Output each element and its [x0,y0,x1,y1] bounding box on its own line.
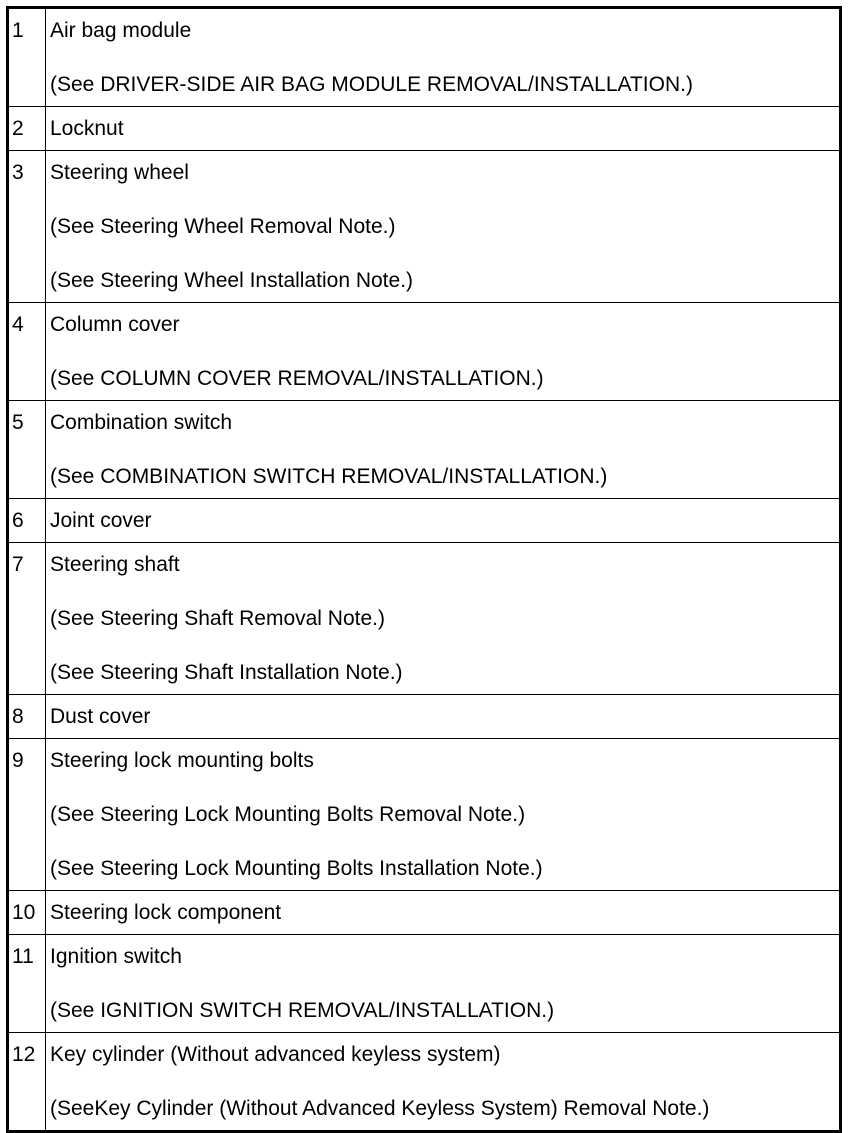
table-row [8,401,841,499]
item-description-cell [46,1033,841,1132]
item-number: 5 [12,411,24,434]
item-number-cell [8,401,46,499]
item-description-cell [46,151,841,303]
item-title: Combination switch [50,411,233,434]
item-description-cell [46,401,841,499]
table-row [8,739,841,891]
item-number: 9 [12,749,24,772]
item-description-cell [46,499,841,543]
item-number-cell [8,151,46,303]
table-row [8,8,841,107]
item-number: 7 [12,553,24,576]
item-number-cell [8,1033,46,1132]
item-title: Column cover [50,313,180,336]
item-description-cell [46,107,841,151]
item-number: 4 [12,313,24,336]
item-title: Dust cover [50,705,151,728]
item-reference: (See Steering Lock Mounting Bolts Removal Note.) [50,803,526,826]
item-reference: (See Steering Shaft Removal Note.) [50,607,385,630]
item-number: 11 [12,945,34,968]
item-number: 10 [12,901,36,924]
table-row [8,891,841,935]
components-table [6,6,842,1133]
item-title: Steering shaft [50,553,180,576]
item-number: 12 [12,1043,36,1066]
item-number-cell [8,695,46,739]
table-row [8,935,841,1033]
table-row [8,695,841,739]
table-row [8,107,841,151]
item-title: Ignition switch [50,945,182,968]
table-row [8,1033,841,1132]
item-title: Locknut [50,117,124,140]
item-number-cell [8,8,46,107]
item-number-cell [8,739,46,891]
item-number: 1 [12,19,24,42]
item-reference: (SeeKey Cylinder (Without Advanced Keyless System) Removal Note.) [50,1097,710,1120]
item-number: 6 [12,509,24,532]
item-reference: (See Steering Wheel Installation Note.) [50,269,414,292]
item-reference: (See DRIVER-SIDE AIR BAG MODULE REMOVAL/INSTALLATION.) [50,73,693,96]
item-title: Joint cover [50,509,152,532]
item-number-cell [8,543,46,695]
item-description-cell [46,739,841,891]
item-reference: (See Steering Lock Mounting Bolts Installation Note.) [50,857,543,880]
item-reference: (See COMBINATION SWITCH REMOVAL/INSTALLATION.) [50,465,608,488]
item-number-cell [8,891,46,935]
item-reference: (See Steering Wheel Removal Note.) [50,215,396,238]
item-number-cell [8,935,46,1033]
table-row [8,151,841,303]
item-number: 8 [12,705,24,728]
item-reference: (See COLUMN COVER REMOVAL/INSTALLATION.) [50,367,544,390]
item-reference: (See Steering Shaft Installation Note.) [50,661,403,684]
item-description-cell [46,543,841,695]
table-row [8,499,841,543]
item-description-cell [46,8,841,107]
table-row [8,543,841,695]
table-row [8,303,841,401]
item-number-cell [8,499,46,543]
item-description-cell [46,891,841,935]
components-table-body [8,8,841,1132]
item-description-cell [46,695,841,739]
item-description-cell [46,303,841,401]
item-title: Steering lock mounting bolts [50,749,314,772]
item-title: Key cylinder (Without advanced keyless system) [50,1043,501,1066]
item-number-cell [8,107,46,151]
item-description-cell [46,935,841,1033]
item-title: Steering lock component [50,901,282,924]
item-number-cell [8,303,46,401]
item-title: Air bag module [50,19,192,42]
item-reference: (See IGNITION SWITCH REMOVAL/INSTALLATION.) [50,999,555,1022]
item-title: Steering wheel [50,161,189,184]
item-number: 2 [12,117,24,140]
item-number: 3 [12,161,24,184]
